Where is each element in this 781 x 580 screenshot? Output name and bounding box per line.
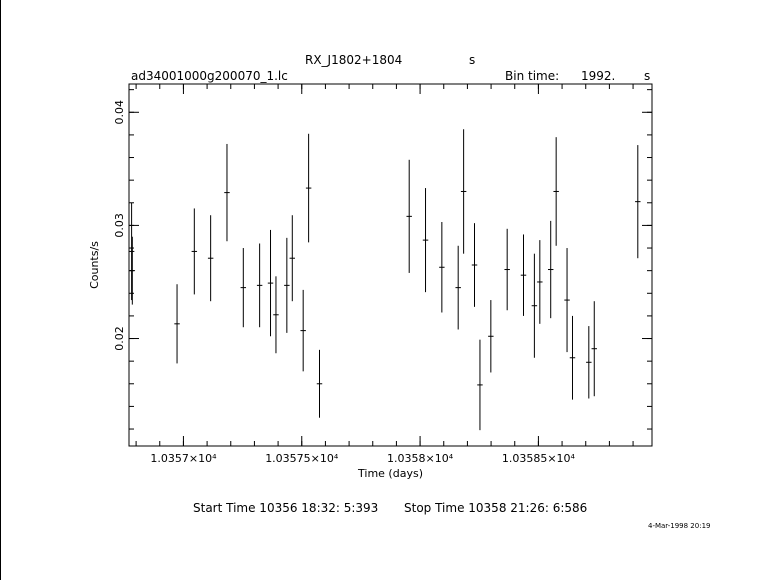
data-point (477, 340, 482, 431)
plot-date: 4-Mar-1998 20:19 (648, 522, 711, 530)
data-point (273, 276, 278, 353)
data-point (317, 350, 322, 418)
data-point (553, 137, 558, 246)
x-tick-label: 1.0358×10⁴ (387, 452, 454, 465)
data-point (129, 203, 134, 300)
data-point (192, 208, 197, 294)
data-point (284, 238, 289, 333)
data-point (306, 134, 311, 243)
data-point (488, 300, 493, 372)
data-point (174, 284, 179, 363)
data-point (461, 129, 466, 253)
data-point (455, 246, 460, 330)
data-point (406, 160, 411, 273)
y-axis-label: Counts/s (88, 241, 101, 289)
data-point (521, 234, 526, 315)
x-tick-label: 1.0357×10⁴ (150, 452, 217, 465)
bin-time-label: Bin time: (505, 69, 560, 83)
data-point (208, 215, 213, 301)
data-points (129, 129, 641, 430)
bin-time-unit: s (644, 69, 651, 83)
stop-time: Stop Time 10358 21:26: 6:586 (404, 501, 588, 515)
data-point (224, 144, 229, 241)
y-tick-label: 0.02 (113, 326, 126, 351)
x-tick-label: 1.03575×10⁴ (265, 452, 339, 465)
axis-tick-labels (113, 100, 576, 465)
data-point (300, 290, 305, 371)
data-point (241, 248, 246, 327)
y-tick-label: 0.03 (113, 213, 126, 238)
x-axis-label: Time (days) (358, 467, 423, 480)
plot-frame (129, 84, 652, 446)
data-point (290, 215, 295, 301)
data-point (257, 244, 262, 328)
data-point (586, 326, 591, 398)
axis-ticks (129, 84, 652, 446)
file-name: ad34001000g200070_1.lc (131, 69, 288, 83)
data-point (635, 145, 640, 258)
data-point (130, 237, 135, 305)
data-point (268, 230, 273, 336)
data-point (504, 229, 509, 310)
start-time: Start Time 10356 18:32: 5:393 (193, 501, 379, 515)
data-point (570, 316, 575, 400)
data-point (532, 254, 537, 358)
data-point (423, 188, 428, 292)
data-point (537, 240, 542, 324)
data-point (439, 222, 444, 313)
data-point (592, 301, 597, 396)
y-tick-label: 0.04 (113, 100, 126, 125)
data-point (472, 223, 477, 307)
source-name: RX_J1802+1804 (305, 53, 403, 67)
x-tick-label: 1.03585×10⁴ (501, 452, 575, 465)
source-unit: s (469, 53, 476, 67)
bin-time-value: 1992. (581, 69, 616, 83)
data-point (548, 221, 553, 318)
data-point (564, 248, 569, 352)
